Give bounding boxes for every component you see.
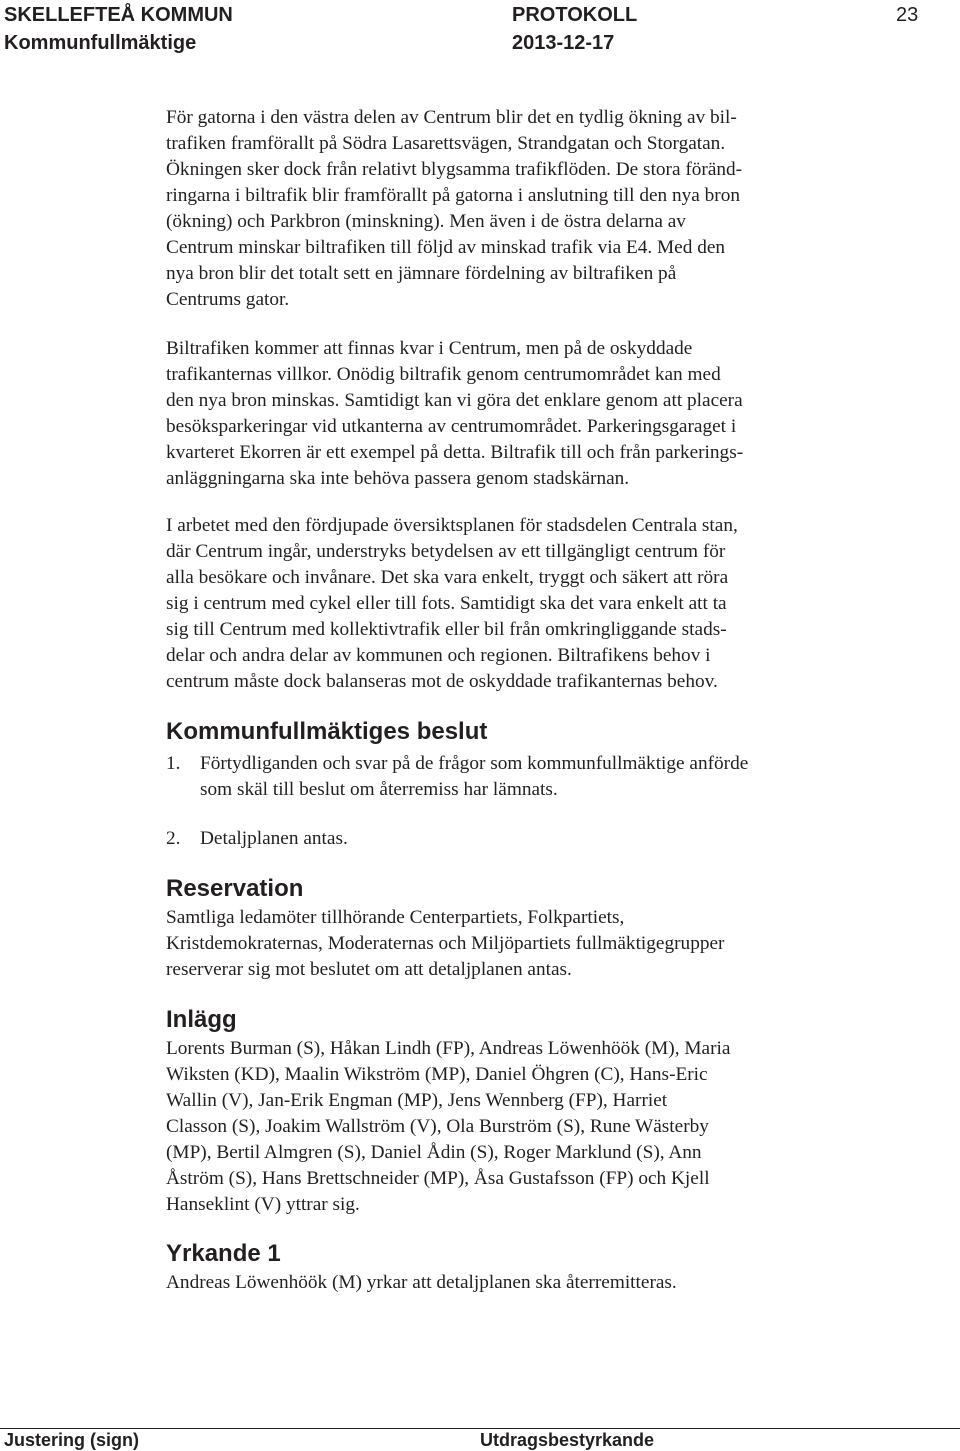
paragraph-line: (ökning) och Parkbron (minskning). Men även i de östra delarna av: [166, 211, 686, 232]
paragraph-1: [166, 105, 846, 313]
paragraph-line: där Centrum ingår, understryks betydelsen av ett tillgängligt centrum för: [166, 541, 726, 562]
paragraph-line: nya bron blir det totalt sett en jämnare fördelning av biltrafiken på: [166, 263, 677, 284]
inlagg-text: [166, 1036, 846, 1218]
paragraph-line: Samtliga ledamöter tillhörande Centerpartiets, Folkpartiets,: [166, 907, 625, 928]
paragraph-line: Kristdemokraternas, Moderaternas och Miljöpartiets fullmäktigegrupper: [166, 933, 725, 954]
paragraph-line: I arbetet med den fördjupade översiktsplanen för stadsdelen Centrala stan,: [166, 515, 738, 536]
list-number: 1.: [166, 753, 181, 774]
paragraph-line: besöksparkeringar vid utkanterna av centrumområdet. Parkeringsgaraget i: [166, 416, 737, 437]
paragraph-line: sig i centrum med cykel eller till fots. Samtidigt ska det vara enkelt att ta: [166, 593, 727, 614]
paragraph-line: Centrums gator.: [166, 289, 290, 310]
paragraph-line: Wiksten (KD), Maalin Wikström (MP), Daniel Öhgren (C), Hans-Eric: [166, 1064, 708, 1085]
paragraph-line: (MP), Bertil Almgren (S), Daniel Ådin (S), Roger Marklund (S), Ann: [166, 1142, 702, 1163]
paragraph-line: Ökningen sker dock från relativt blygsamma trafikflöden. De stora föränd-: [166, 159, 743, 180]
paragraph-line: Andreas Löwenhöök (M) yrkar att detaljplanen ska återremitteras.: [166, 1272, 677, 1293]
list-text-line: Förtydliganden och svar på de frågor som kommunfullmäktige anförde: [200, 753, 749, 774]
header-body: Kommunfullmäktige: [4, 32, 197, 54]
paragraph-line: kvarteret Ekorren är ett exempel på detta. Biltrafik till och från parkerings-: [166, 442, 744, 463]
list-text-line: som skäl till beslut om återremiss har lämnats.: [200, 779, 558, 800]
paragraph-line: ringarna i biltrafik blir framförallt på gatorna i anslutning till den nya bron: [166, 185, 740, 206]
paragraph-line: den nya bron minskas. Samtidigt kan vi göra det enklare genom att placera: [166, 390, 743, 411]
yrkande-text: [166, 1270, 846, 1296]
reservation-text: [166, 905, 846, 983]
paragraph-line: Åström (S), Hans Brettschneider (MP), Åsa Gustafsson (FP) och Kjell: [166, 1168, 710, 1189]
paragraph-line: Biltrafiken kommer att finnas kvar i Centrum, men på de oskyddade: [166, 338, 693, 359]
paragraph-line: sig till Centrum med kollektivtrafik eller bil från omkringliggande stads-: [166, 619, 727, 640]
header-date: 2013-12-17: [512, 32, 615, 54]
paragraph-line: trafiken framförallt på Södra Lasarettsvägen, Strandgatan och Storgatan.: [166, 133, 726, 154]
paragraph-line: anläggningarna ska inte behöva passera genom stadskärnan.: [166, 468, 630, 489]
paragraph-line: Centrum minskar biltrafiken till följd av minskad trafik via E4. Med den: [166, 237, 726, 258]
beslut-item-1: [166, 751, 856, 803]
page-number: 23: [896, 4, 919, 26]
list-number: 2.: [166, 828, 181, 849]
paragraph-line: reserverar sig mot beslutet om att detaljplanen antas.: [166, 959, 572, 980]
header-org: SKELLEFTEÅ KOMMUN: [4, 4, 233, 26]
heading-reservation: Reservation: [166, 875, 304, 902]
beslut-item-2: [166, 826, 856, 852]
paragraph-line: alla besökare och invånare. Det ska vara enkelt, tryggt och säkert att röra: [166, 567, 729, 588]
heading-inlagg: Inlägg: [166, 1006, 237, 1033]
footer-signature-label: Justering (sign): [4, 1430, 140, 1450]
paragraph-line: Classon (S), Joakim Wallström (V), Ola Burström (S), Rune Wästerby: [166, 1116, 709, 1137]
paragraph-line: Wallin (V), Jan-Erik Engman (MP), Jens Wennberg (FP), Harriet: [166, 1090, 668, 1111]
paragraph-line: centrum måste dock balanseras mot de oskyddade trafikanternas behov.: [166, 671, 718, 692]
paragraph-line: trafikanternas villkor. Onödig biltrafik genom centrumområdet kan med: [166, 364, 721, 385]
heading-beslut: Kommunfullmäktiges beslut: [166, 718, 488, 745]
heading-yrkande: Yrkande 1: [166, 1240, 281, 1267]
paragraph-line: För gatorna i den västra delen av Centrum blir det en tydlig ökning av bil-: [166, 107, 737, 128]
paragraph-line: Hanseklint (V) yttrar sig.: [166, 1194, 360, 1215]
footer-extract-label: Utdragsbestyrkande: [480, 1430, 655, 1450]
paragraph-line: Lorents Burman (S), Håkan Lindh (FP), Andreas Löwenhöök (M), Maria: [166, 1038, 731, 1059]
header-doc-type: PROTOKOLL: [512, 4, 638, 26]
paragraph-line: delar och andra delar av kommunen och regionen. Biltrafikens behov i: [166, 645, 711, 666]
paragraph-2: [166, 336, 846, 492]
list-text-line: Detaljplanen antas.: [200, 828, 348, 849]
paragraph-3: [166, 513, 846, 695]
